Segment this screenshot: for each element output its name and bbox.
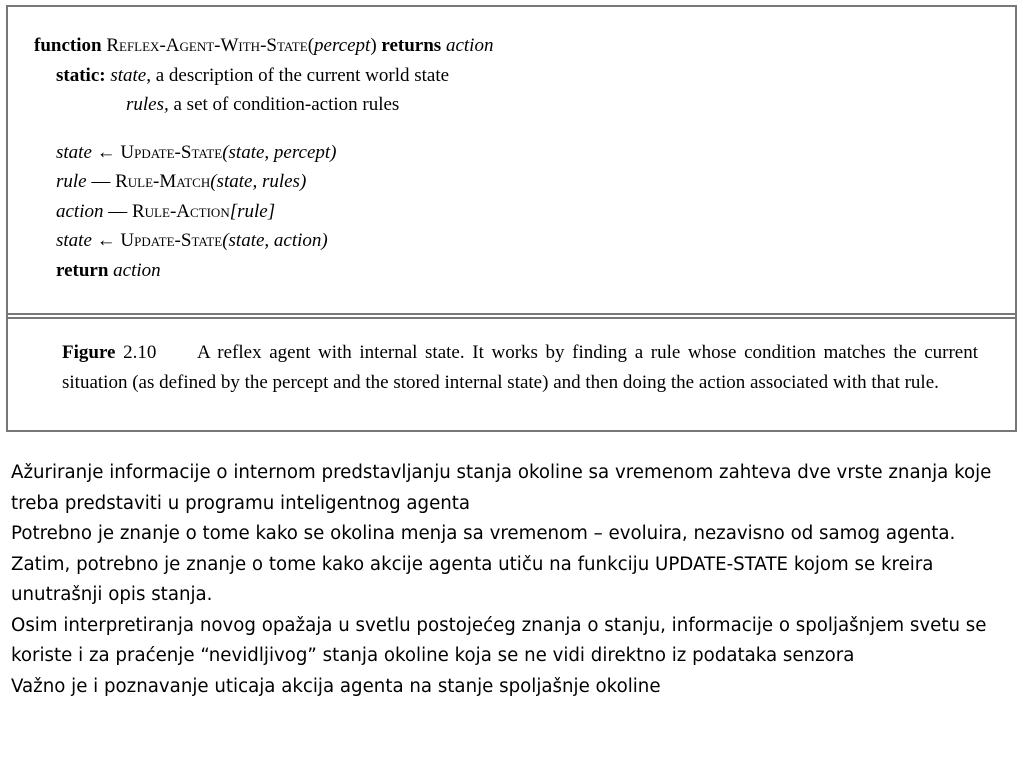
stmt-var: state [56, 141, 92, 163]
returns-keyword: returns [381, 35, 442, 56]
static-keyword: static: [56, 64, 106, 86]
static-var-rules: rules, [126, 94, 169, 115]
return-keyword: return [56, 259, 109, 281]
assign-arrow: ← [96, 230, 116, 251]
static-desc-rules: a set of condition-action rules [173, 94, 400, 115]
figure-divider [8, 313, 1015, 319]
param-percept: percept [314, 35, 371, 56]
note-paragraph: Važno je i poznavanje uticaja akcija agenta na stanje spoljašnje okoline [11, 675, 661, 697]
close-paren: ) [370, 35, 377, 56]
function-keyword: function [34, 35, 102, 56]
pseudocode-block [34, 31, 493, 285]
stmt-return [34, 256, 493, 286]
stmt-function: Rule-Match [115, 171, 211, 192]
note-paragraph: Zatim, potrebno je znanje o tome kako akcije agenta utiču na funkciju UPDATE-STATE kojom se kreira unutrašnji opis stanja. [11, 553, 934, 605]
figure-label: Figure [62, 342, 116, 363]
figure-box [6, 5, 1017, 432]
figure-number: 2.10 [123, 342, 157, 363]
stmt-args: [rule] [229, 200, 276, 222]
return-value: action [113, 259, 161, 281]
assign-arrow: ← [96, 141, 116, 163]
stmt-update-state-action [34, 226, 493, 256]
stmt-function: Update-State [120, 230, 223, 251]
stmt-update-state-percept [34, 138, 493, 168]
notes-text [11, 458, 1011, 702]
function-signature [34, 31, 493, 61]
function-name: Reflex-Agent-With-State( [106, 35, 315, 56]
stmt-function: Update-State [120, 141, 223, 163]
note-paragraph: Ažuriranje informacije o internom predstavljanju stanja okoline sa vremenom zahteva dve vrste znanja koje treba predstaviti u programu inteligentnog agenta [11, 462, 992, 514]
static-desc-state: a description of the current world state [155, 64, 450, 86]
note-paragraph: Potrebno je znanje o tome kako se okolina menja sa vremenom – evoluira, nezavisno od samog agenta. [11, 523, 956, 544]
stmt-var: rule [56, 171, 87, 192]
static-line-1 [34, 61, 493, 91]
stmt-args: (state, rules) [210, 171, 307, 192]
stmt-var: action [56, 200, 104, 222]
static-var-state: state, [110, 64, 151, 86]
note-paragraph: Osim interpretiranja novog opažaja u svetlu postojećeg znanja o stanju, informacije o spoljašnjem svetu se koriste i za praćenje “nevidljivog” stanja okoline koja se ne vidi direktno iz podataka senzora [11, 614, 987, 666]
stmt-args: (state, percept) [222, 141, 337, 163]
static-line-2 [34, 90, 493, 120]
stmt-function: Rule-Action [132, 200, 230, 222]
caption-text: A reflex agent with internal state. It works by finding a rule whose condition matches the current situation (as defined by the percept and the stored internal state) and then doing the action associated with that rule. [62, 342, 979, 393]
assign-arrow: — [108, 200, 128, 222]
stmt-var: state [56, 230, 92, 251]
stmt-args: (state, action) [222, 230, 328, 251]
returns-type: action [445, 35, 494, 56]
figure-caption [62, 338, 978, 398]
assign-arrow: — [91, 171, 111, 192]
stmt-rule-match [34, 167, 493, 197]
stmt-rule-action [34, 197, 493, 227]
